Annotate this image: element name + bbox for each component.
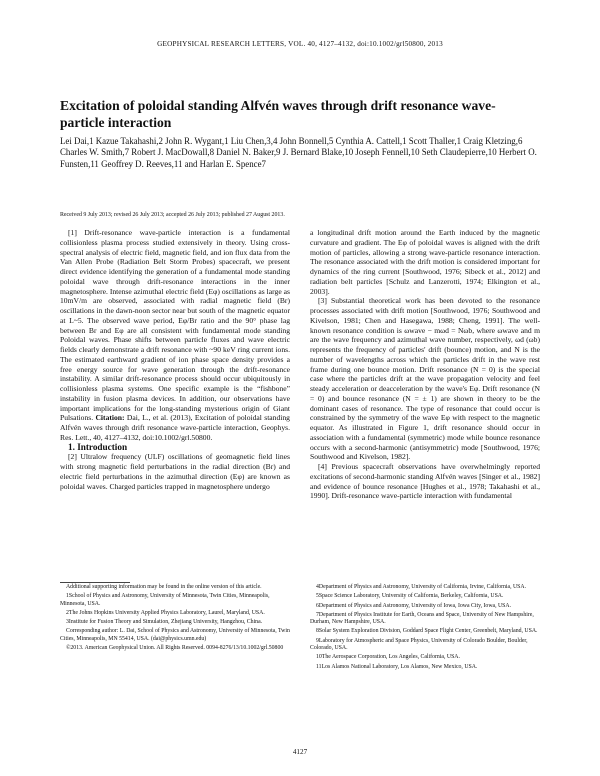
footnote: 6Department of Physics and Astronomy, University of Iowa, Iowa City, Iowa, USA. [316, 602, 512, 609]
paragraph-4: [4] Previous spacecraft observations have overwhelmingly reported excitations of second-harmonic standing Alfvén waves [Singer et al., 1982] and evidence of bounce resonance [Hughes et al., 1978; Takahashi et al., 1990]. Drift-resonance wave-particle interaction with fundamental [310, 462, 540, 501]
introduction-heading: 1. Introduction [68, 441, 128, 452]
journal-header: GEOPHYSICAL RESEARCH LETTERS, VOL. 40, 4127–4132, doi:10.1002/grl50800, 2013 [157, 40, 443, 48]
introduction-paragraph: [2] Ultralow frequency (ULF) oscillations of geomagnetic field lines with strong magnetic field perturbations in the radial direction (Br) and electric field perturbations in the azimuthal direction (Eφ) are known as poloidal waves. Charged particles trapped in magnetosphere undergo [60, 452, 290, 491]
footnote: 4Department of Physics and Astronomy, University of California, Irvine, California, USA. [316, 584, 527, 590]
abstract-paragraph [60, 228, 290, 443]
footnotes-left [60, 584, 290, 654]
footnote: 5Space Science Laboratory, University of California, Berkeley, California, USA. [316, 593, 504, 600]
paragraph-2-continued: a longitudinal drift motion around the Earth induced by the magnetic curvature and gradient. The Eφ of poloidal waves is aligned with the drift motion of particles, allowing a strong wave-particle resonance interaction. The resonance associated with the drift motion is considered important for dynamics of the ring current [Southwood, 1976; Sibeck et al., 2012] and radiation belt particles [Schulz and Lanzerotti, 1974; Elkington et al., 2003]. [310, 228, 540, 296]
copyright-notice: ©2013. American Geophysical Union. All Rights Reserved. 0094-8276/13/10.1002/grl.50800 [66, 645, 284, 652]
footnote: 1School of Physics and Astronomy, University of Minnesota, Twin Cities, Minneapolis, Minnesota, USA. [60, 593, 270, 607]
footnote-divider-left [60, 582, 130, 583]
footnote: 3Institute for Fusion Theory and Simulation, Zhejiang University, Hangzhou, China. [66, 619, 263, 626]
footnote: 7Department of Physics Institute for Earth, Oceans and Space, University of New Hampshire, Durham, New Hampshire, USA. [310, 611, 534, 626]
citation-label: Citation: [95, 413, 125, 423]
abstract-text: [1] Drift-resonance wave-particle interaction is a fundamental collisionless plasma process studied extensively in theory. Using cross-spectral analysis of electric field, magnetic field, and ion flux data from the Van Allen Probe (Radiation Belt Storm Probes) spacecraft, we present direct evidence identifying the generation of a fundamental mode standing poloidal wave through drift-resonance interactions in the inner magnetosphere. Intense azimuthal electric field (Eφ) oscillations as large as 10mV/m are observed, associated with radial magnetic field (Br) oscillations in the dawn-noon sector near but south of the magnetic equator at L~5. The observed wave period, Eφ/Br ratio and the 90° phase lag between Br and Eφ are all consistent with fundamental mode standing Poloidal waves. Phase shifts between particle fluxes and wave electric fields clearly demonstrate a drift resonance with ~90 keV ring current ions. The estimated earthward gradient of ion phase space density provides a free energy source for wave generation through the drift-resonance instability. A similar drift-resonance process should occur ubiquitously in collisionless plasma systems. One specific example is the “fishbone” instability in fusion plasma devices. In addition, our observations have important implications for the long-standing mysterious origin of Giant Pulsations. [60, 228, 290, 423]
footnote: 8Solar System Exploration Division, Goddard Space Flight Center, Greenbelt, Maryland, USA. [316, 628, 538, 635]
footnote: 11Los Alamos National Laboratory, Los Alamos, New Mexico, USA. [316, 663, 478, 670]
footnote: 9Laboratory for Atmospheric and Space Physics, University of Colorado Boulder, Boulder, Colorado, USA. [310, 637, 528, 652]
left-column [60, 228, 290, 491]
footnote: 2The Johns Hopkins University Applied Physics Laboratory, Laurel, Maryland, USA. [66, 609, 265, 616]
page-number: 4127 [292, 748, 308, 756]
footnote: Corresponding author: L. Dai, School of Physics and Astronomy, University of Minnesota, Twin Cities, Minneapolis, MN 55414, USA. (dai@physics.umn.edu) [60, 628, 290, 642]
right-column [310, 228, 540, 501]
footnote: Additional supporting information may be found in the online version of this article. [66, 584, 262, 590]
citation-text: Dai, L., et al. (2013), Excitation of poloidal standing Alfvén waves through drift resonance wave-particle interaction, Geophys. Res. Lett., 40, 4127–4132, doi:10.1002/grl.50800. [60, 413, 290, 442]
received-dates: Received 9 July 2013; revised 26 July 2013; accepted 26 July 2013; published 27 August 2013. [60, 212, 285, 218]
footnote: 10The Aerospace Corporation, Los Angeles, California, USA. [316, 654, 460, 661]
article-title: Excitation of poloidal standing Alfvén waves through drift resonance wave-particle interaction [60, 98, 496, 130]
footnotes-right [310, 584, 540, 673]
paragraph-3: [3] Substantial theoretical work has been devoted to the resonance processes associated with drift motion [Southwood, 1976; Southwood and Kivelson, 1981; Chen and Hasegawa, 1988; Cheng, 1991]. The well-known resonance condition is ωwave − mωd = Nωb, where ωwave and m are the wave frequency and azimuthal wave number, respectively, ωd (ωb) represents the frequency of particles' drift (bounce) motion, and N is the number of wavelengths across which the particles drift in the wave rest frame during one bounce motion. Drift resonance (N = 0) is the special case where the particles drift at the wave propagation velocity and feel steady acceleration or deacceleration by the wave's Eφ. Drift resonance (N = 0) and bounce resonance (N = ± 1) are shown in theory to be the dominant cases of resonance. The type of resonance that could occur is constrained by the symmetry of the wave Eφ with respect to the magnetic equator. As illustrated in Figure 1, drift resonance should occur in association with a fundamental (symmetric) mode while bounce resonance occurs with a second-harmonic (antisymmetric) mode [Southwood, 1976; Southwood and Kivelson, 1982]. [310, 296, 540, 462]
author-list: Lei Dai,1 Kazue Takahashi,2 John R. Wygant,1 Liu Chen,3,4 John Bonnell,5 Cynthia A. Cattell,1 Scott Thaller,1 Craig Kletzing,6 Charles W. Smith,7 Robert J. MacDowall,8 Daniel N. Baker,9 J. Bernard Blake,10 Joseph Fennell,10 Seth Claudepierre,10 Herbert O. Funsten,11 Geoffrey D. Reeves,11 and Harlan E. Spence7 [60, 136, 537, 169]
